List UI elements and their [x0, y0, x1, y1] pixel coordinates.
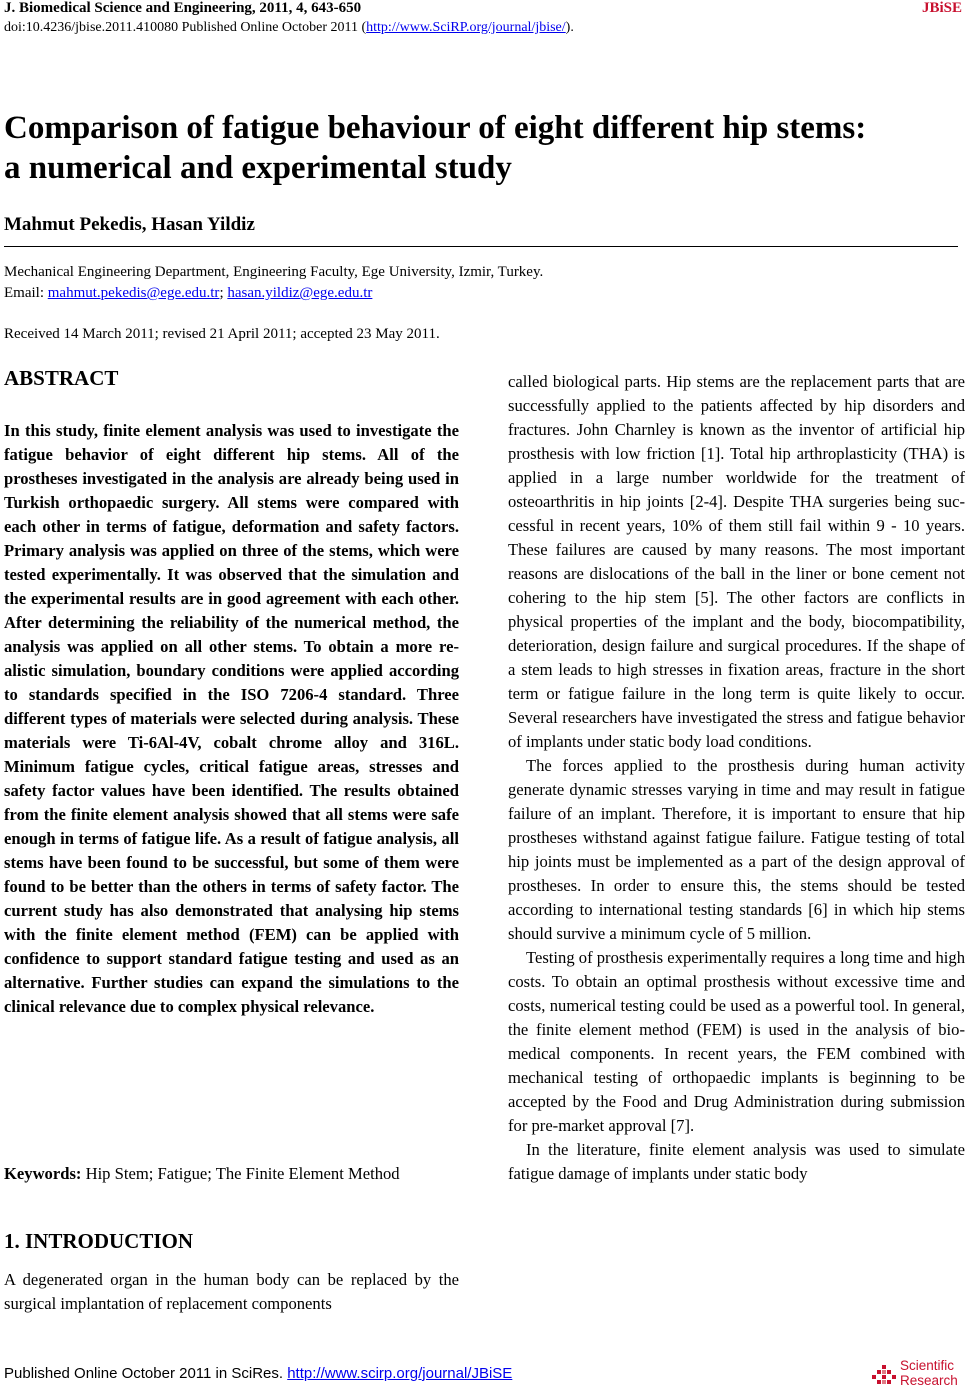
intro-paragraph: Testing of prosthesis experimentally requires a long time and high costs. To obtain an optimal prosthesis without excessive time and costs, numerical testing could be used as a powerful tool. In general, the finite element method (FEM) is used in the analysis of biomedical components. In recent years, the FEM combined with mechanical testing of orthopaedic implants is beginning to be accepted by the Food and Drug Administration during submission for pre-market approval [7]. [508, 948, 965, 1135]
title-line-2: a numerical and experimental study [4, 150, 512, 186]
doi-suffix: ). [565, 20, 574, 35]
journal-url-link[interactable]: http://www.SciRP.org/journal/jbise/ [366, 20, 566, 35]
doi-text: doi:10.4236/jbise.2011.410080 Published Online October 2011 ( [4, 20, 367, 35]
title-divider [4, 246, 958, 247]
email-label: Email: [4, 285, 48, 301]
scientific-research-logo [872, 1358, 964, 1392]
introduction-text-left: A degenerated organ in the human body can be replaced by the surgical implantation of replacement components [4, 1270, 459, 1313]
footer-publication-note [4, 1365, 512, 1382]
publisher-logo-wordmark [900, 1358, 958, 1388]
abstract-text: In this study, finite element analysis was used to investigate the fatigue behavior of eight different hip stems. All of the prostheses investigated in the analysis are already being used in Turkish orthopaedic surgery. All stems were compared with each other in terms of fatigue, deformation and safety factors. Primary analysis was applied on three of the stems, which were tested experimentally. It was observed that the simulation and the experimental results are in good agreement with each other. After determining the reliability of the numerical method, the analysis was applied on all other stems. To obtain a more realistic simulation, boundary conditions were applied according to standards specified in the ISO 7206-4 standard. Three different types of materials were selected during analysis. These materials were Ti-6Al-4V, cobalt chrome alloy and 316L. Minimum fatigue cycles, critical fatigue areas, stresses and safety factor values have been identified. The results obtained from the finite element analysis showed that all stems were safe enough in terms of fatigue life. As a result of fatigue analysis, all stems have been found to be successful, but some of them were found to be better than the others in terms of safety factor. The current study has also demonstrated that analysing hip stems with the finite element method (FEM) can be applied with confidence to support standard fatigue testing and used as an alternative. Further studies can expand the simulations to the clinical relevance due to complex physical relevance. [4, 421, 459, 1016]
introduction-heading: 1. INTRODUCTION [4, 1229, 194, 1253]
keywords-label: Keywords: [4, 1164, 82, 1183]
intro-paragraph: called biological parts. Hip stems are the replacement parts that are successfully applied to the patients affected by hip disorders and fractures. John Charnley is known as the inventor of artificial hip prosthesis with low friction [1]. Total hip arthroplasticity (THA) is applied in a large number worldwide for the treatment of osteoarthritis in hip joints [2-4]. Despite THA surgeries being successful in recent years, 10% of them still fail within 9 - 10 years. These failures are caused by many reasons. The most important reasons are dislocations of the ball in the liner or bone cement not cohering to the hip stem [5]. The other factors are conflicts in physical properties of the implant and the body, biocompatibility, deterioration, design failure and surgical procedures. If the shape of a stem leads to high stresses in fixation areas, fracture in the short term or fatigue failure in the long term is quite likely to occur. Several researchers have investigated the stress and fatigue behavior of implants under static body load conditions. [508, 372, 965, 751]
footer-journal-link[interactable]: http://www.scirp.org/journal/JBiSE [287, 1365, 513, 1382]
email-line [4, 285, 372, 302]
email-link-1[interactable]: mahmut.pekedis@ege.edu.tr [47, 285, 220, 301]
logo-line-2: Research [900, 1373, 958, 1388]
logo-line-1: Scientific [900, 1358, 955, 1373]
journal-abbreviation: JBiSE [921, 0, 962, 16]
paper-title [4, 108, 962, 188]
intro-paragraph: In the literature, finite element analysis was used to simulate fatigue damage of implants under static body [508, 1140, 965, 1183]
right-column [508, 370, 965, 1186]
email-link-2[interactable]: hasan.yildiz@ege.edu.tr [227, 285, 373, 301]
authors: Mahmut Pekedis, Hasan Yildiz [4, 214, 255, 235]
abstract-heading: ABSTRACT [4, 366, 119, 390]
title-line-1: Comparison of fatigue behaviour of eight different hip stems: [4, 110, 867, 146]
received-dates: Received 14 March 2011; revised 21 April 2011; accepted 23 May 2011. [4, 326, 440, 342]
intro-paragraph: The forces applied to the prosthesis during human activity generate dynamic stresses varying in time and may result in fatigue failure of an implant. Therefore, it is important to ensure that hip prostheses withstand against fatigue failure. Fatigue testing of total hip joints must be implemented as a part of the design approval of prostheses. In order to ensure this, the stems should be tested according to international testing standards [6] in which hip stems should survive a minimum cycle of 5 million. [508, 756, 965, 943]
footer-text: Published Online October 2011 in SciRes. [4, 1365, 288, 1382]
doi-line [4, 20, 574, 36]
journal-citation: J. Biomedical Science and Engineering, 2011, 4, 643-650 [4, 0, 362, 16]
email-separator: ; [219, 285, 228, 301]
publisher-logo-icon [872, 1364, 896, 1388]
keywords-text: Hip Stem; Fatigue; The Finite Element Method [81, 1164, 400, 1183]
affiliation: Mechanical Engineering Department, Engineering Faculty, Ege University, Izmir, Turkey. [4, 264, 544, 280]
keywords [4, 1162, 459, 1186]
